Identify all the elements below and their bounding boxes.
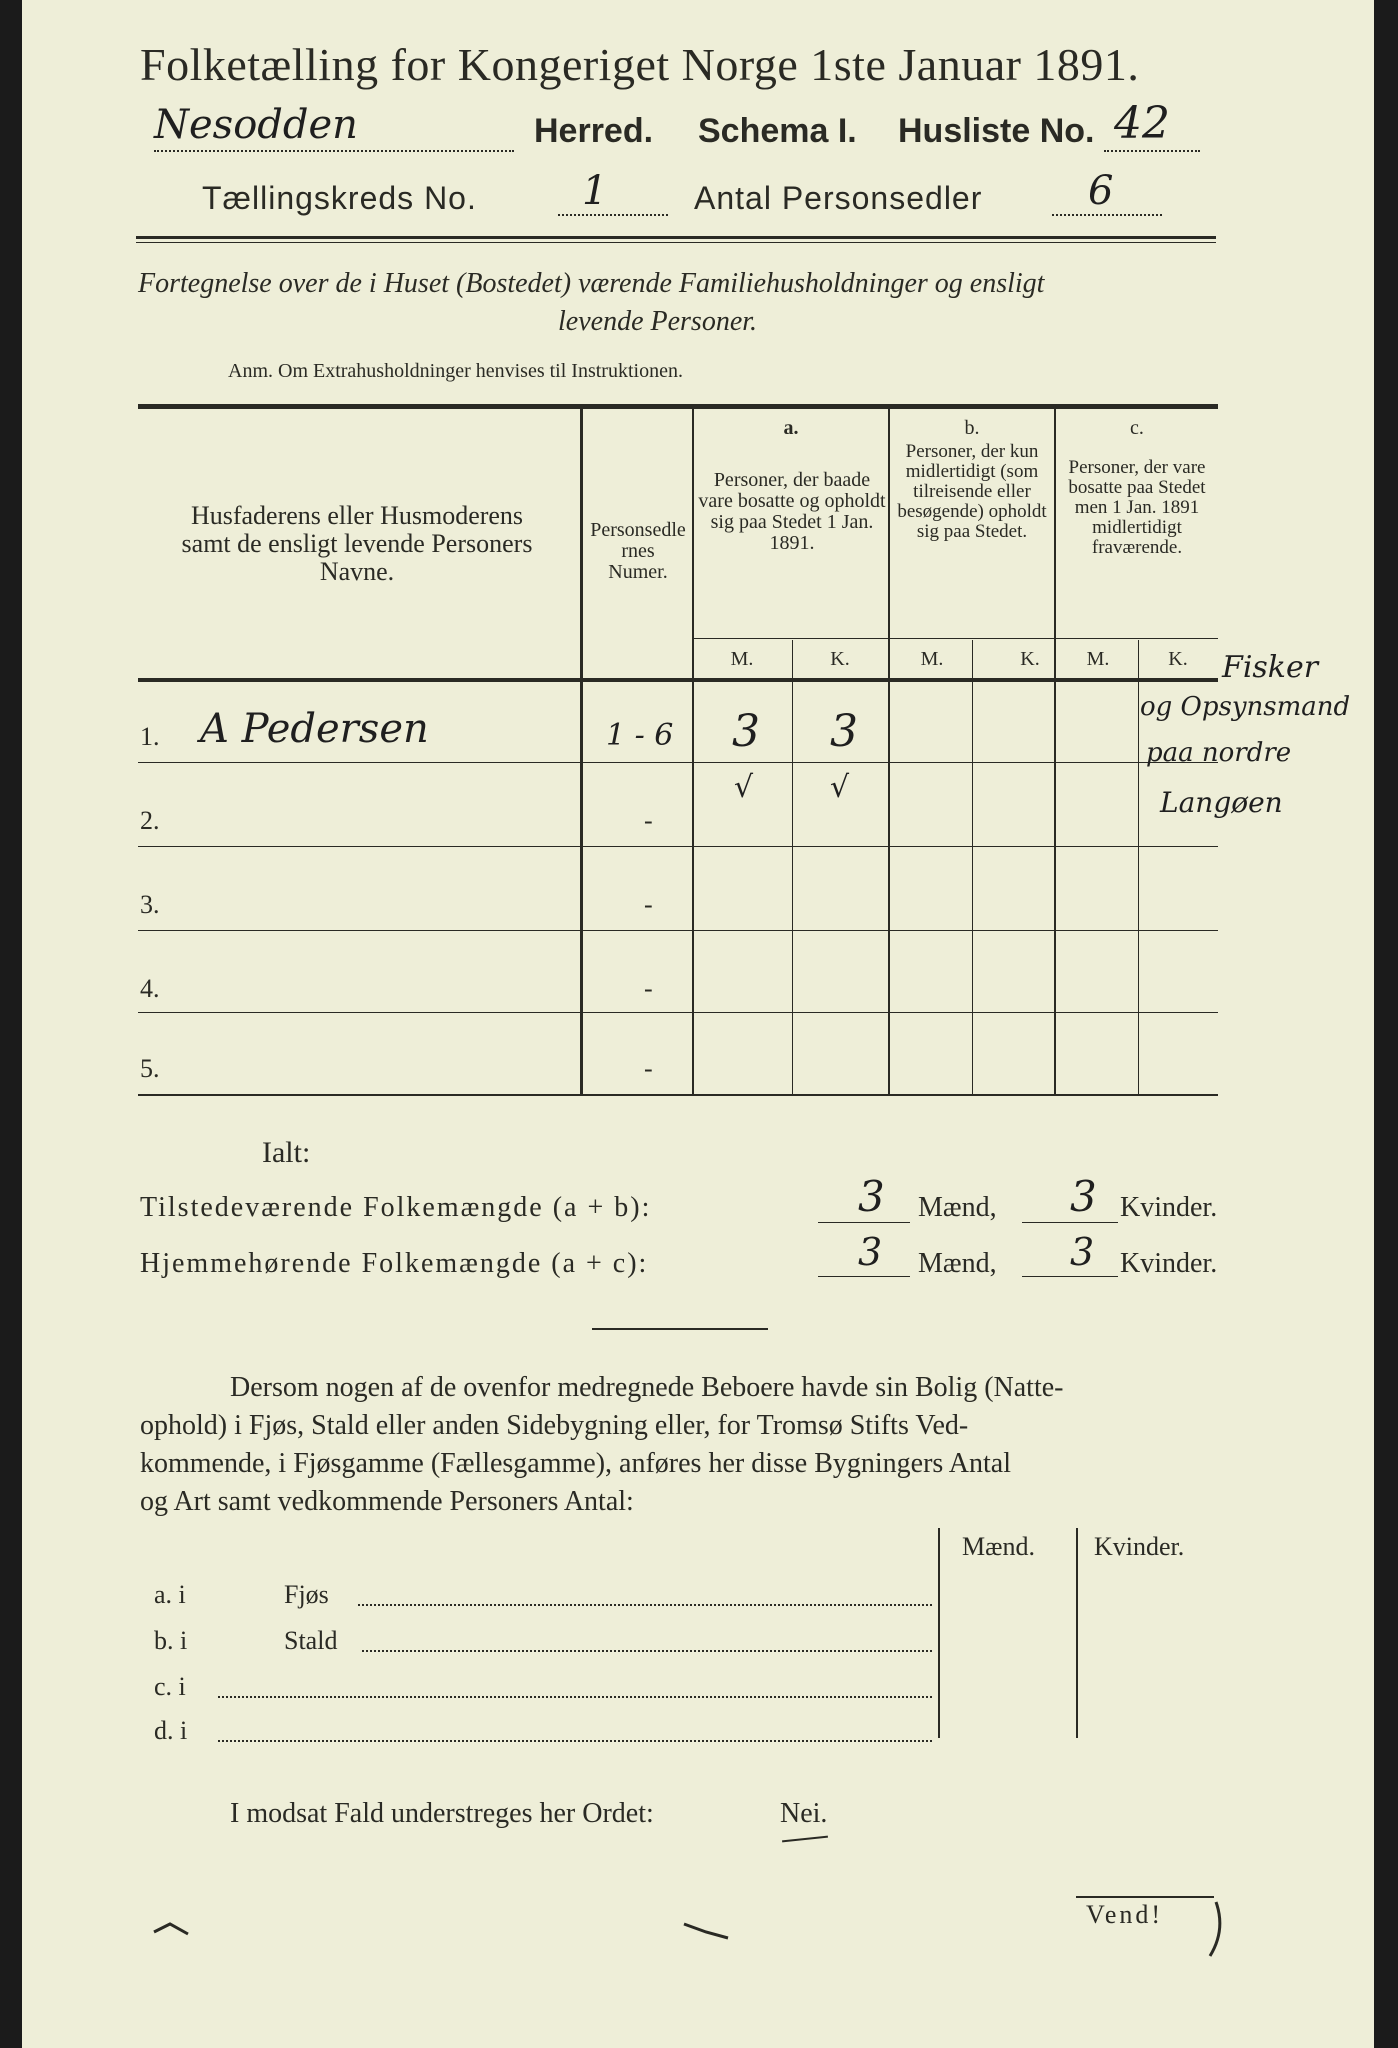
totals-line1-maend: Mænd, — [918, 1192, 997, 1223]
buildings-para-line4: og Art samt vedkommende Personers Antal: — [140, 1486, 634, 1517]
antal-label: Antal Personsedler — [694, 180, 983, 216]
buildings-col-divider-2 — [1076, 1528, 1078, 1738]
totals-line1-label: Tilstedeværende Folkemængde (a + b): — [140, 1192, 652, 1223]
row-number: 4. — [140, 974, 160, 1003]
col-head-c-letter: c. — [1130, 417, 1144, 439]
intro-line2: levende Personer. — [558, 306, 758, 337]
census-form-page — [22, 0, 1374, 2048]
totals-line1-k-rule — [1022, 1222, 1118, 1223]
col-head-name: Husfaderens eller Husmoderens samt de ensligt levende Personers Navne. — [181, 501, 533, 586]
building-letter: b. i — [154, 1626, 188, 1655]
building-dotline — [218, 1696, 932, 1698]
col-a-m-label: M. — [730, 648, 754, 670]
row-num: - — [644, 1054, 653, 1083]
row-rule — [138, 762, 1218, 763]
col-divider-c-mk — [1138, 640, 1139, 1096]
totals-line1-m-rule — [818, 1222, 910, 1223]
vend-rule — [1076, 1896, 1214, 1898]
mk-subhead-rule — [694, 638, 1218, 639]
col-head-a-letter: a. — [783, 417, 799, 439]
row-num: - — [644, 974, 653, 1003]
kreds-dotline — [558, 214, 668, 216]
col-a-k-label: K. — [830, 648, 850, 670]
col-head-a: Personer, der baade vare bosatte og opholdt sig paa Stedet 1 Jan. 1891. — [698, 469, 886, 554]
building-dotline — [358, 1604, 932, 1606]
row-name: A Pedersen — [200, 706, 429, 752]
husliste-dotline — [1104, 150, 1200, 152]
margin-note-line1: Fisker — [1222, 650, 1319, 685]
buildings-para-line3: kommende, i Fjøsgamme (Fællesgamme), anføres her disse Bygningers Antal — [140, 1448, 1011, 1479]
building-dotline — [362, 1650, 932, 1652]
totals-line1-kvinder: Kvinder. — [1120, 1192, 1218, 1223]
header-rule — [136, 236, 1216, 239]
totals-line1-k: 3 — [1070, 1172, 1097, 1221]
kreds-value: 1 — [582, 168, 608, 214]
col-head-b-letter: b. — [964, 417, 980, 439]
section-divider — [592, 1328, 768, 1330]
building-letter: a. i — [154, 1580, 186, 1609]
header-rule-thin — [136, 242, 1216, 243]
buildings-col-maend: Mænd. — [962, 1532, 1035, 1561]
totals-line2-k: 3 — [1070, 1230, 1095, 1274]
row-a-m: √ — [734, 770, 754, 805]
form-title: Folketælling for Kongeriget Norge 1ste Januar 1891. — [140, 39, 1140, 90]
buildings-para-line2: ophold) i Fjøs, Stald eller anden Sidebygning eller, for Tromsø Stifts Ved- — [140, 1410, 969, 1441]
husliste-label: Husliste No. — [898, 112, 1095, 150]
buildings-col-divider-1 — [938, 1528, 940, 1738]
totals-line2-m-rule — [818, 1276, 910, 1277]
col-head-b: Personer, der kun midlertidigt (som tilreisende eller besøgende) opholdt sig paa Stedet. — [897, 441, 1047, 542]
intro-note: Anm. Om Extrahusholdninger henvises til Instruktionen. — [228, 360, 683, 382]
row-rule — [138, 930, 1218, 931]
col-divider-1 — [580, 408, 583, 1096]
totals-line2-maend: Mænd, — [918, 1248, 997, 1279]
row-num: 1 - 6 — [606, 718, 674, 753]
row-number: 1. — [140, 722, 160, 751]
col-c-k-label: K. — [1168, 648, 1188, 670]
col-divider-4 — [1054, 408, 1056, 1096]
building-label: Stald — [284, 1626, 338, 1655]
herred-dotline — [154, 150, 514, 152]
col-divider-3 — [888, 408, 890, 1096]
col-b-m-label: M. — [920, 648, 944, 670]
nei-word: Nei. — [780, 1798, 828, 1829]
building-letter: c. i — [154, 1672, 186, 1701]
totals-line2-k-rule — [1022, 1276, 1118, 1277]
schema-label: Schema I. — [698, 112, 857, 150]
col-c-m-label: M. — [1086, 648, 1110, 670]
margin-note-line3: paa nordre — [1146, 738, 1292, 768]
totals-line2-label: Hjemmehørende Folkemængde (a + c): — [140, 1248, 649, 1279]
antal-value: 6 — [1088, 168, 1114, 214]
row-number: 3. — [140, 890, 160, 919]
corner-mark-right — [1206, 1900, 1230, 1960]
antal-dotline — [1052, 214, 1162, 216]
row-a-k: √ — [830, 770, 850, 805]
row-a-m: 3 — [732, 706, 760, 757]
corner-mark-left — [152, 1918, 192, 1938]
totals-line1-m: 3 — [858, 1172, 885, 1221]
table-head-rule — [138, 678, 1218, 682]
table-top-rule — [138, 404, 1218, 409]
table-bottom-rule — [138, 1094, 1218, 1096]
buildings-col-kvinder: Kvinder. — [1094, 1532, 1185, 1561]
herred-label: Herred. — [534, 112, 654, 150]
nei-underline — [782, 1836, 828, 1843]
buildings-para-line1: Dersom nogen af de ovenfor medregnede Beboere havde sin Bolig (Natte- — [230, 1372, 1064, 1403]
intro-line1: Fortegnelse over de i Huset (Bostedet) værende Familiehusholdninger og ensligt — [138, 268, 1045, 299]
kreds-label: Tællingskreds No. — [202, 180, 477, 216]
herred-value: Nesodden — [154, 102, 358, 148]
ialt-label: Ialt: — [262, 1136, 311, 1169]
row-num: - — [644, 806, 653, 835]
totals-line2-kvinder: Kvinder. — [1120, 1248, 1218, 1279]
margin-note-line4: Langøen — [1160, 786, 1283, 819]
col-divider-b-mk — [972, 640, 973, 1096]
vend-text: Vend! — [1086, 1900, 1164, 1929]
row-number: 2. — [140, 806, 160, 835]
row-rule — [138, 1012, 1218, 1013]
corner-mark-center — [682, 1920, 732, 1940]
building-dotline — [218, 1740, 932, 1742]
col-divider-2 — [692, 408, 694, 1096]
row-number: 5. — [140, 1054, 160, 1083]
building-label: Fjøs — [284, 1580, 329, 1609]
totals-line2-m: 3 — [858, 1230, 883, 1274]
row-a-k: 3 — [830, 706, 858, 757]
col-divider-a-mk — [792, 640, 793, 1096]
col-b-k-label: K. — [1020, 648, 1040, 670]
row-rule — [138, 846, 1218, 847]
row-num: - — [644, 890, 653, 919]
building-letter: d. i — [154, 1716, 188, 1745]
margin-note-line2: og Opsynsmand — [1140, 692, 1351, 722]
modsat-text: I modsat Fald understreges her Ordet: — [230, 1798, 654, 1829]
col-head-num: Personsedlernes Numer. — [590, 519, 686, 583]
col-head-c: Personer, der vare bosatte paa Stedet men 1 Jan. 1891 midlertidigt fraværende. — [1068, 457, 1206, 558]
husliste-value: 42 — [1114, 98, 1170, 149]
